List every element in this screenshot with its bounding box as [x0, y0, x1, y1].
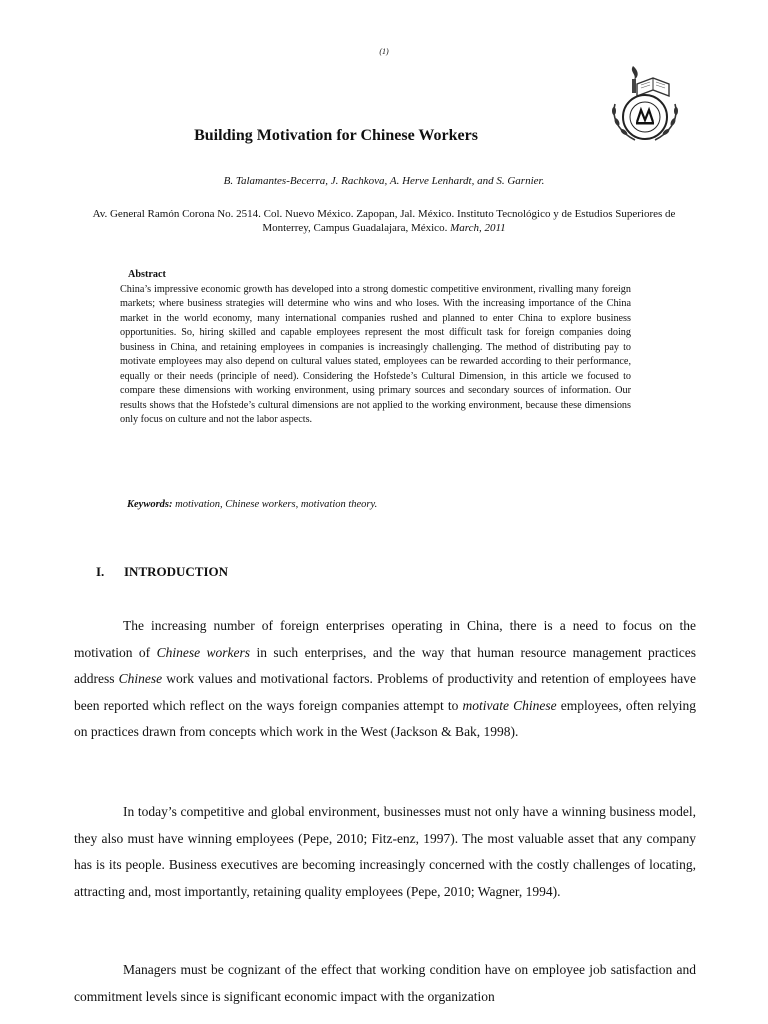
- abstract-heading: Abstract: [128, 269, 166, 280]
- keywords: [127, 499, 377, 510]
- section-number: I.: [96, 564, 105, 579]
- keywords-text: motivation, Chinese workers, motivation theory.: [175, 499, 378, 510]
- text-run: The increasing number of foreign enterprises operating in China, there is a need to focus on the motivation of: [74, 618, 696, 660]
- body-paragraph-3: Managers must be cognizant of the effect that working condition have on employee job satisfaction and commitment levels since is significant economic impact with the organization: [74, 962, 696, 1004]
- body-paragraph-2: In today’s competitive and global environment, businesses must not only have a winning business model, they also must have winning employees (Pepe, 2010; Fitz-enz, 1997). The most valuable asset that any company has is its people. Business executives are becoming increasingly concerned with the costly challenges of locating, attracting and, most importantly, retaining quality employees (Pepe, 2010; Wagner, 1994).: [74, 804, 696, 899]
- emphasis-text: Chinese: [118, 671, 163, 686]
- section-title: INTRODUCTION: [124, 564, 229, 579]
- emphasis-text: motivate Chinese: [462, 697, 557, 713]
- publication-date: March, 2011: [450, 222, 506, 234]
- text-run: employees, often relying on practices drawn from concepts which work in the West (Jackson & Bak, 1998).: [74, 697, 696, 739]
- page-number: (1): [379, 47, 389, 56]
- abstract-section: [120, 268, 631, 428]
- author-list: B. Talamantes-Becerra, J. Rachkova, A. Herve Lenhardt, and S. Garnier.: [223, 175, 545, 187]
- text-run: in such enterprises, and the way that human resource management practices address: [74, 644, 697, 686]
- keywords-label: Keywords:: [127, 499, 173, 510]
- emphasis-text: Chinese workers: [156, 644, 251, 660]
- paper-title: Building Motivation for Chinese Workers: [194, 127, 478, 144]
- abstract-body: China’s impressive economic growth has developed into a strong domestic competitive environment, rivalling many foreign markets; where business strategies will determine who wins and who loses. With the increasing importance of the China market in the world economy, many international companies rushed and planned to enter China to explore business opportunities. So, hiring skilled and capable employees represent the most difficult task for foreign companies doing business in China, and retaining employees in companies is increasingly challenging. The method of distributing pay to motivate employees may also depend on cultural values stated, employees can be rewarded according to their performance, equally or their needs (principle of need). Considering the Hofstede’s Cultural Dimension, in this article we focused to compare these dimensions with working environment, using primary sources and secondary sources of information. Our results shows that the Hofstede’s cultural dimensions are not applied to the working environment, because these dimensions only focus on culture and not the labor aspects.: [120, 283, 631, 425]
- text-run: work values and motivational factors. Problems of productivity and retention of employees have been reported which reflect on the ways foreign companies attempt to: [74, 671, 696, 713]
- section-heading: [96, 564, 228, 580]
- affiliation-address: Av. General Ramón Corona No. 2514. Col. Nuevo México. Zapopan, Jal. México. Instituto Tecnológico y de Estudios Superiores de Monterrey, Campus Guadalajara, México.: [92, 208, 676, 234]
- affiliation: [74, 207, 694, 235]
- body-paragraph-1: [74, 613, 696, 746]
